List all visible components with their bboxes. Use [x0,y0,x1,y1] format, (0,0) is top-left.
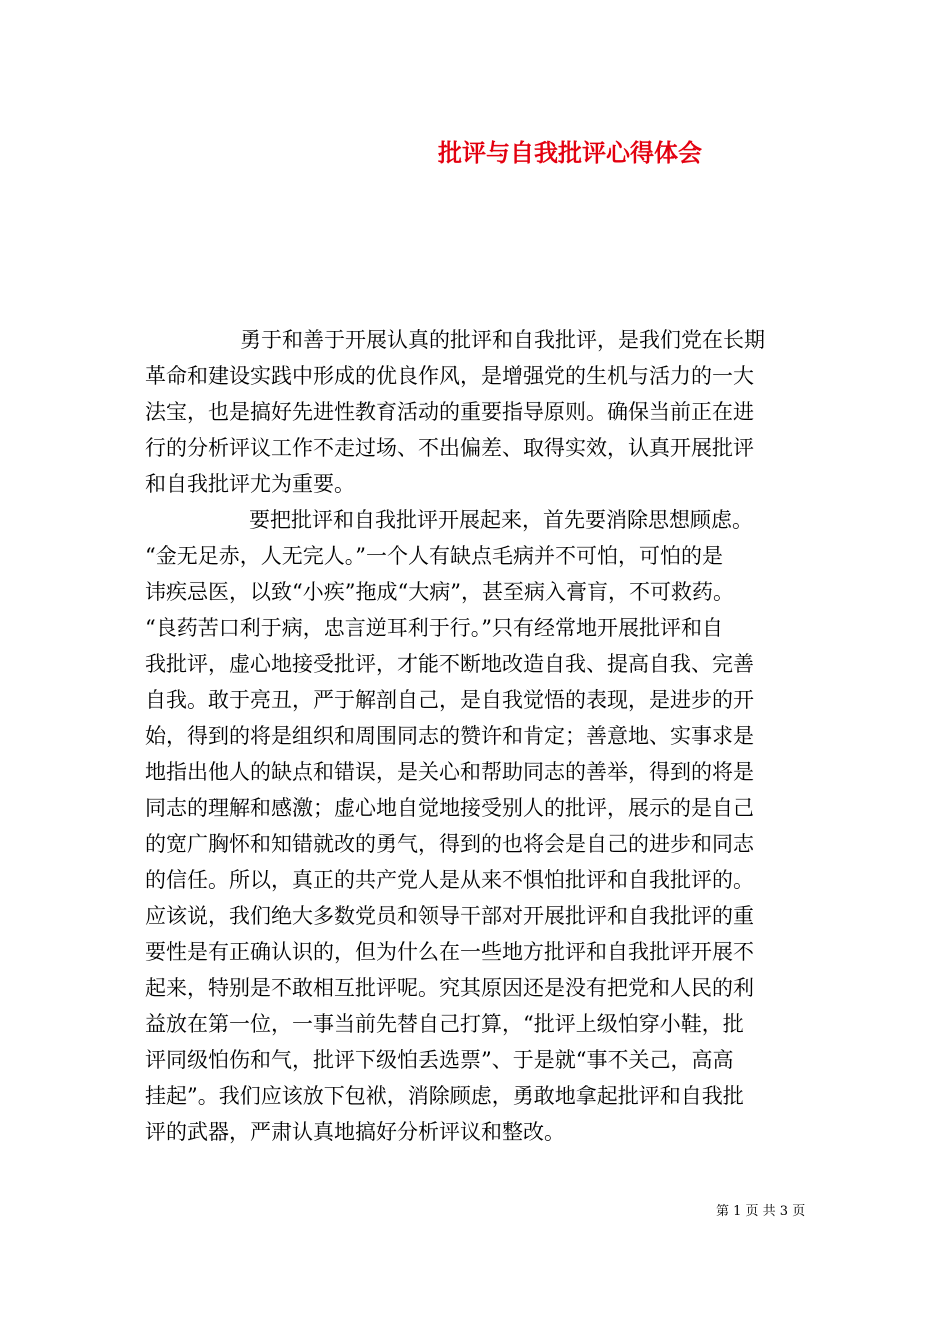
text-line: 起来，特别是不敢相互批评呢。究其原因还是没有把党和人民的利 [145,976,754,1000]
text-line: 革命和建设实践中形成的优良作风，是增强党的生机与活力的一大 [145,364,754,388]
text-line: 始，得到的将是组织和周围同志的赞许和肯定；善意地、实事求是 [145,724,754,748]
text-line: 益放在第一位，一事当前先替自己打算，“批评上级怕穿小鞋，批 [145,1012,744,1036]
text-line: 评同级怕伤和气，批评下级怕丢选票”、于是就“事不关己，高高 [145,1048,734,1072]
text-line: 同志的理解和感激；虚心地自觉地接受别人的批评，展示的是自己 [145,796,754,820]
page-title: 批评与自我批评心得体会 [438,138,702,167]
text-line: 讳疾忌医，以致“小疾”拖成“大病”，甚至病入膏肓，不可救药。 [145,580,734,604]
text-line: 要性是有正确认识的，但为什么在一些地方批评和自我批评开展不 [145,940,754,964]
text-line: 行的分析评议工作不走过场、不出偏差、取得实效，认真开展批评 [145,436,754,460]
text-line: 勇于和善于开展认真的批评和自我批评，是我们党在长期 [240,328,765,352]
text-line: 法宝，也是搞好先进性教育活动的重要指导原则。确保当前正在进 [145,400,754,424]
paragraph-1 [145,322,809,502]
text-line: 要把批评和自我批评开展起来，首先要消除思想顾虑。 [249,508,753,532]
paragraph-2 [145,502,809,1150]
text-line: 的信任。所以，真正的共产党人是从来不惧怕批评和自我批评的。 [145,868,754,892]
text-line: 挂起”。我们应该放下包袱，消除顾虑，勇敢地拿起批评和自我批 [145,1084,744,1108]
text-line: “良药苦口利于病，忠言逆耳利于行。”只有经常地开展批评和自 [145,616,723,640]
page-number: 第 1 页 共 3 页 [716,1204,806,1219]
text-line: 应该说，我们绝大多数党员和领导干部对开展批评和自我批评的重 [145,904,754,928]
text-line: 我批评，虚心地接受批评，才能不断地改造自我、提高自我、完善 [145,652,754,676]
text-line: 和自我批评尤为重要。 [145,472,355,496]
text-line: “金无足赤，人无完人。”一个人有缺点毛病并不可怕，可怕的是 [145,544,723,568]
text-line: 评的武器，严肃认真地搞好分析评议和整改。 [145,1120,565,1144]
text-line: 的宽广胸怀和知错就改的勇气，得到的也将会是自己的进步和同志 [145,832,754,856]
text-line: 自我。敢于亮丑，严于解剖自己，是自我觉悟的表现，是进步的开 [145,688,754,712]
document-body [145,322,809,1150]
text-line: 地指出他人的缺点和错误，是关心和帮助同志的善举，得到的将是 [145,760,754,784]
